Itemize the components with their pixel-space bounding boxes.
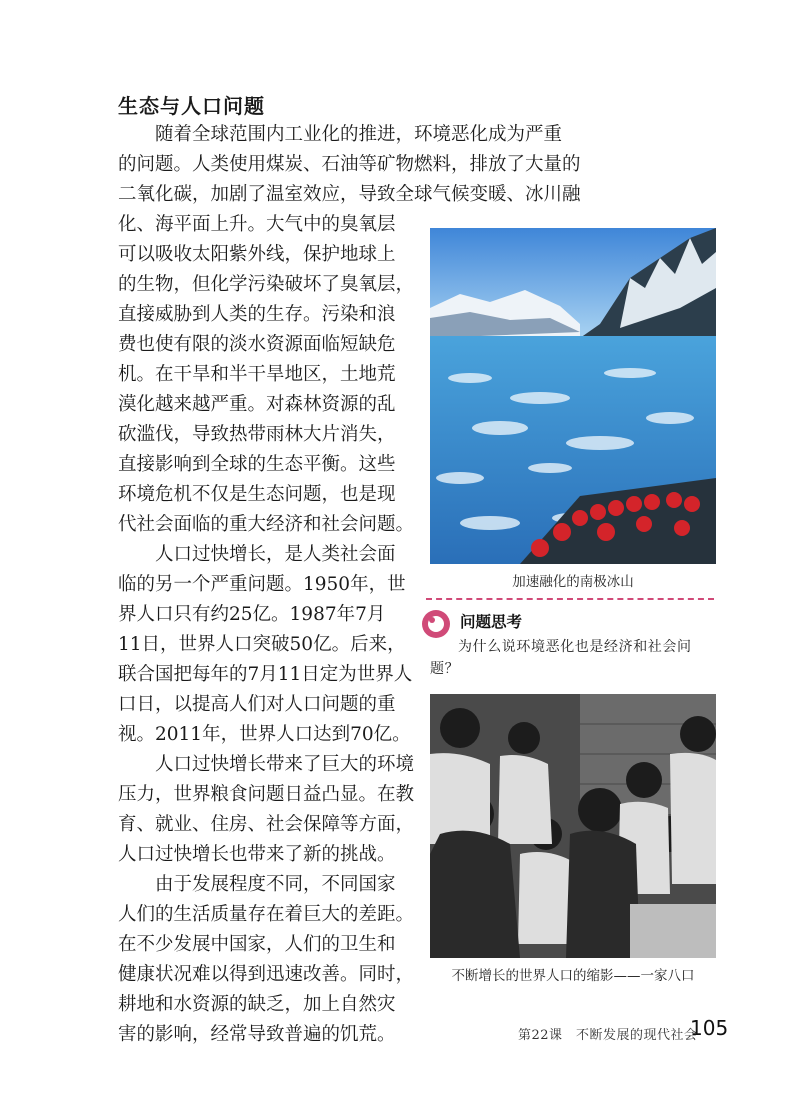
antarctic-ice-photo: [430, 228, 716, 564]
text-line: 人口过快增长，是人类社会面: [118, 544, 396, 565]
text-line: 由于发展程度不同，不同国家: [118, 874, 396, 895]
text-line: 二氧化碳，加剧了温室效应，导致全球气候变暖、冰川融: [118, 184, 581, 205]
text-line: 口日，以提高人们对人口问题的重: [118, 694, 396, 715]
text-line: 直接威胁到人类的生存。污染和浪: [118, 304, 396, 325]
lesson-footer: 第22课 不断发展的现代社会: [518, 1028, 698, 1043]
text-line: 联合国把每年的7月11日定为世界人: [118, 664, 413, 685]
text-line: 人口过快增长也带来了新的挑战。: [118, 844, 396, 865]
text-line: 临的另一个严重问题。1950年，世: [118, 574, 406, 595]
section-title: 生态与人口问题: [118, 94, 265, 118]
text-line: 视。2011年，世界人口达到70亿。: [118, 724, 411, 745]
think-title: 问题思考: [460, 613, 523, 631]
text-line: 环境危机不仅是生态问题，也是现: [118, 484, 396, 505]
text-line: 机。在干旱和半干旱地区，土地荒: [118, 364, 396, 385]
text-line: 漠化越来越严重。对森林资源的乱: [118, 394, 396, 415]
text-line: 压力，世界粮食问题日益凸显。在教: [118, 784, 415, 805]
text-line: 在不少发展中国家，人们的卫生和: [118, 934, 396, 955]
text-line: 耕地和水资源的缺乏，加上自然灾: [118, 994, 396, 1015]
text-line: 可以吸收太阳紫外线，保护地球上: [118, 244, 396, 265]
text-line: 的问题。人类使用煤炭、石油等矿物燃料，排放了大量的: [118, 154, 581, 175]
text-line: 代社会面临的重大经济和社会问题。: [118, 514, 415, 535]
think-question: 为什么说环境恶化也是经济和社会问题？: [430, 639, 692, 677]
text-line: 的生物，但化学污染破坏了臭氧层，: [118, 274, 415, 295]
text-line: 人口过快增长带来了巨大的环境: [118, 754, 415, 775]
text-line: 健康状况难以得到迅速改善。同时，: [118, 964, 415, 985]
text-line: 界人口只有约25亿。1987年7月: [118, 604, 386, 625]
text-line: 费也使有限的淡水资源面临短缺危: [118, 334, 396, 355]
figure-caption-antarctic: 加速融化的南极冰山: [512, 574, 634, 590]
family-photo: [430, 694, 716, 958]
text-line: 人们的生活质量存在着巨大的差距。: [118, 904, 415, 925]
page-number: 105: [690, 1016, 729, 1040]
text-line: 害的影响，经常导致普遍的饥荒。: [118, 1024, 396, 1045]
text-line: 砍滥伐，导致热带雨林大片消失，: [118, 424, 396, 445]
text-line: 随着全球范围内工业化的推进，环境恶化成为严重: [118, 124, 563, 145]
text-line: 化、海平面上升。大气中的臭氧层: [118, 214, 396, 235]
think-box: [426, 598, 714, 676]
text-line: 育、就业、住房、社会保障等方面，: [118, 814, 415, 835]
text-line: 11日，世界人口突破50亿。后来，: [118, 634, 406, 655]
text-line: 直接影响到全球的生态平衡。这些: [118, 454, 396, 475]
figure-caption-family: 不断增长的世界人口的缩影——一家八口: [451, 968, 695, 984]
